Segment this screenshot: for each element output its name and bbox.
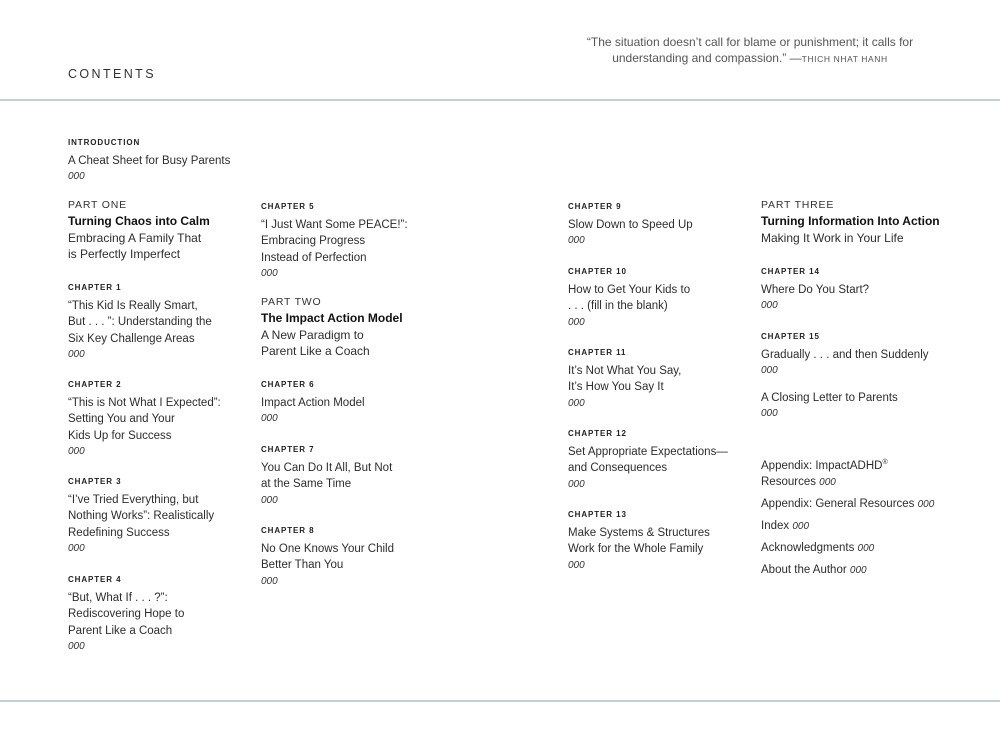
- chapter-page: 000: [68, 640, 85, 652]
- part-two-title: The Impact Action Model: [261, 311, 403, 325]
- chapter-label: CHAPTER 7: [261, 445, 315, 454]
- chapter-title-line: Setting You and Your: [68, 413, 175, 426]
- chapter-3-entry[interactable]: [68, 475, 248, 557]
- quote-line-1: “The situation doesn’t call for blame or punishment; it calls for: [586, 35, 914, 49]
- quote-author: THICH NHAT HANH: [801, 54, 888, 64]
- chapter-page: 000: [761, 300, 778, 312]
- appendix-general-title: Appendix: General Resources: [761, 498, 915, 511]
- chapter-title-line: Kids Up for Success: [68, 429, 172, 442]
- chapter-1-entry[interactable]: [68, 281, 248, 363]
- top-divider: [0, 99, 1000, 101]
- chapter-title-line: at the Same Time: [261, 478, 352, 491]
- chapter-page: 000: [68, 542, 85, 554]
- chapter-13-entry[interactable]: [568, 508, 748, 574]
- contents-heading: CONTENTS: [68, 67, 156, 81]
- chapter-label: CHAPTER 11: [568, 348, 627, 357]
- chapter-title-line: Six Key Challenge Areas: [68, 332, 195, 345]
- appendix-impactadhd-page: 000: [819, 477, 836, 489]
- chapter-14-entry[interactable]: [761, 265, 981, 314]
- chapter-6-entry[interactable]: [261, 378, 441, 427]
- chapter-title-line: Rediscovering Hope to: [68, 608, 185, 621]
- chapter-title-line: “But, What If . . . ?”:: [68, 592, 168, 604]
- part-two-label: PART TWO: [261, 296, 322, 308]
- chapter-title-line: Slow Down to Speed Up: [568, 219, 693, 231]
- quote-line-2: [560, 50, 940, 67]
- chapter-title-line: Gradually . . . and then Suddenly: [761, 349, 929, 361]
- chapter-title-line: Work for the Whole Family: [568, 543, 704, 556]
- introduction-entry[interactable]: [68, 136, 248, 185]
- chapter-8-entry[interactable]: [261, 524, 441, 590]
- index-page: 000: [792, 521, 810, 533]
- acknowledgments-page: 000: [857, 543, 875, 555]
- chapter-label: CHAPTER 14: [761, 267, 820, 276]
- acknowledgments-title: Acknowledgments: [761, 542, 855, 555]
- chapter-title-line: But . . . ”: Understanding the: [68, 316, 212, 329]
- acknowledgments-entry[interactable]: [761, 540, 981, 557]
- chapter-title-line: “I’ve Tried Everything, but: [68, 494, 199, 506]
- chapter-page: 000: [261, 575, 278, 587]
- chapter-label: CHAPTER 10: [568, 267, 627, 276]
- chapter-label: CHAPTER 1: [68, 283, 122, 292]
- about-author-entry[interactable]: [761, 562, 981, 579]
- chapter-11-entry[interactable]: [568, 346, 748, 412]
- chapter-label: CHAPTER 5: [261, 202, 315, 211]
- closing-letter-entry[interactable]: [761, 390, 981, 422]
- part-three-label: PART THREE: [761, 199, 835, 211]
- introduction-page: 000: [68, 171, 85, 183]
- chapter-title-line: Instead of Perfection: [261, 251, 367, 264]
- part-one-subtitle-line: Embracing A Family That: [68, 231, 202, 245]
- chapter-page: 000: [568, 559, 585, 571]
- chapter-9-entry[interactable]: [568, 200, 748, 249]
- chapter-title-line: Impact Action Model: [261, 397, 365, 409]
- chapter-5-entry[interactable]: [261, 200, 441, 282]
- chapter-label: CHAPTER 8: [261, 526, 315, 535]
- part-one-heading[interactable]: [68, 198, 248, 263]
- chapter-page: 000: [568, 397, 585, 409]
- part-three-heading[interactable]: [761, 198, 981, 246]
- appendix-impactadhd-entry[interactable]: [761, 455, 981, 491]
- chapter-title-line: No One Knows Your Child: [261, 543, 394, 555]
- chapter-page: 000: [68, 348, 85, 360]
- chapter-title-line: Set Appropriate Expectations—: [568, 446, 728, 458]
- chapter-title-line: Redefining Success: [68, 526, 170, 539]
- chapter-2-entry[interactable]: [68, 378, 248, 460]
- chapter-title-line: Make Systems & Structures: [568, 527, 710, 539]
- introduction-title: A Cheat Sheet for Busy Parents: [68, 155, 231, 167]
- chapter-title-line: “This Kid Is Really Smart,: [68, 300, 198, 312]
- chapter-page: 000: [568, 478, 585, 490]
- part-three-subtitle-line: Making It Work in Your Life: [761, 231, 904, 245]
- appendix-impactadhd-title-cont: Resources: [761, 476, 816, 489]
- part-two-subtitle-line: A New Paradigm to: [261, 328, 364, 342]
- bottom-divider: [0, 700, 1000, 702]
- part-two-heading[interactable]: [261, 295, 441, 360]
- chapter-page: 000: [761, 365, 778, 377]
- chapter-page: 000: [68, 445, 85, 457]
- chapter-title-line: . . . (fill in the blank): [568, 300, 668, 313]
- chapter-title-line: and Consequences: [568, 462, 668, 475]
- chapter-label: CHAPTER 4: [68, 575, 122, 584]
- index-entry[interactable]: [761, 518, 981, 535]
- chapter-label: CHAPTER 12: [568, 429, 627, 438]
- chapter-title-line: Better Than You: [261, 559, 344, 572]
- chapter-title-line: How to Get Your Kids to: [568, 284, 691, 296]
- chapter-12-entry[interactable]: [568, 427, 748, 493]
- chapter-title-line: Parent Like a Coach: [68, 624, 173, 637]
- quote-text: understanding and compassion.” —: [612, 51, 802, 65]
- chapter-title-line: Embracing Progress: [261, 235, 366, 248]
- chapter-label: CHAPTER 2: [68, 380, 122, 389]
- chapter-title-line: Nothing Works”: Realistically: [68, 510, 215, 523]
- chapter-page: 000: [568, 316, 585, 328]
- chapter-title-line: Where Do You Start?: [761, 284, 870, 296]
- chapter-title-line: It’s Not What You Say,: [568, 365, 682, 377]
- part-two-subtitle-line: Parent Like a Coach: [261, 344, 370, 359]
- chapter-label: CHAPTER 13: [568, 510, 627, 519]
- index-title: Index: [761, 520, 790, 533]
- closing-letter-page: 000: [761, 408, 778, 420]
- chapter-7-entry[interactable]: [261, 443, 441, 509]
- appendix-general-entry[interactable]: [761, 496, 981, 513]
- chapter-title-line: It’s How You Say It: [568, 381, 664, 394]
- chapter-label: CHAPTER 6: [261, 380, 315, 389]
- chapter-15-entry[interactable]: [761, 330, 981, 379]
- chapter-label: CHAPTER 3: [68, 477, 122, 486]
- introduction-label: INTRODUCTION: [68, 138, 141, 147]
- chapter-title-line: “This is Not What I Expected”:: [68, 397, 221, 409]
- closing-letter-title: A Closing Letter to Parents: [761, 392, 898, 404]
- part-one-title: Turning Chaos into Calm: [68, 214, 210, 228]
- chapter-title-line: You Can Do It All, But Not: [261, 462, 393, 474]
- chapter-page: 000: [261, 413, 278, 425]
- chapter-page: 000: [568, 235, 585, 247]
- registered-mark: ®: [882, 459, 888, 466]
- back-matter-list: [761, 455, 981, 579]
- part-three-title: Turning Information Into Action: [761, 214, 940, 228]
- part-one-subtitle-line: is Perfectly Imperfect: [68, 247, 181, 262]
- about-author-title: About the Author: [761, 564, 847, 577]
- chapter-4-entry[interactable]: [68, 573, 248, 655]
- appendix-general-page: 000: [917, 499, 935, 511]
- chapter-label: CHAPTER 15: [761, 332, 820, 341]
- chapter-10-entry[interactable]: [568, 265, 748, 331]
- chapter-page: 000: [261, 267, 278, 279]
- chapter-label: CHAPTER 9: [568, 202, 622, 211]
- appendix-impactadhd-title: Appendix: ImpactADHD: [761, 459, 883, 472]
- epigraph-quote: [560, 34, 940, 67]
- part-one-label: PART ONE: [68, 199, 127, 211]
- about-author-page: 000: [849, 565, 867, 577]
- chapter-title-line: “I Just Want Some PEACE!”:: [261, 219, 408, 231]
- chapter-page: 000: [261, 494, 278, 506]
